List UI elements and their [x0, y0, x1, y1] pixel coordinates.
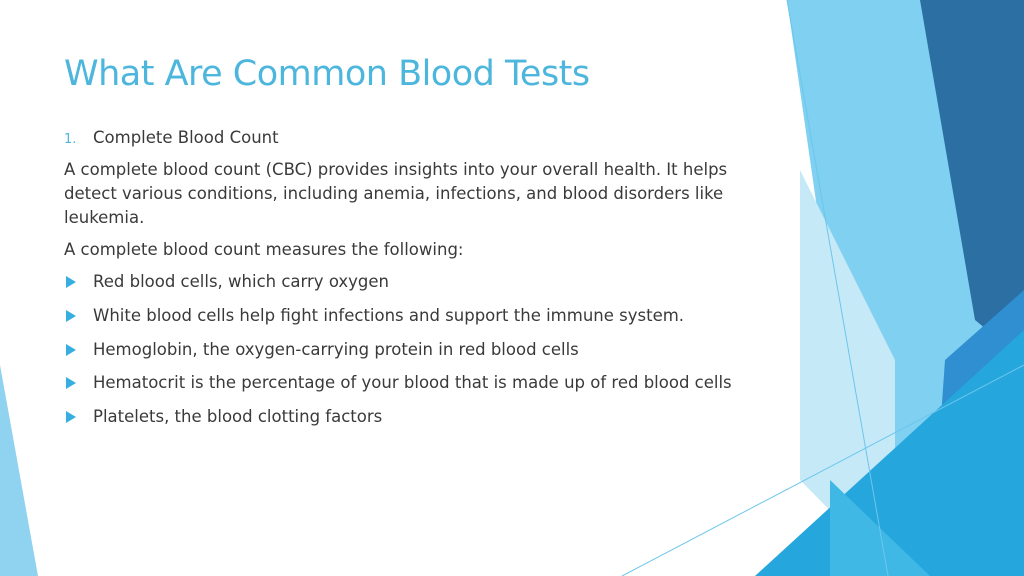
paragraph-measures-intro: A complete blood count measures the following: — [64, 240, 464, 259]
slide-body — [64, 126, 784, 439]
bullet-item — [64, 304, 784, 328]
item-number: 1. — [64, 132, 77, 147]
item-text: Complete Blood Count — [93, 128, 279, 147]
bullet-text: White blood cells help fight infections and support the immune system. — [93, 305, 685, 325]
bullet-arrow-icon — [66, 310, 76, 322]
bullet-arrow-icon — [66, 411, 76, 423]
paragraph-description: A complete blood count (CBC) provides insights into your overall health. It helps detect various conditions, including anemia, infections, and blood disorders like leukemia. — [64, 160, 728, 227]
bullet-text: Red blood cells, which carry oxygen — [93, 272, 390, 291]
bullet-item — [64, 270, 784, 294]
bullet-text: Hemoglobin, the oxygen-carrying protein in red blood cells — [93, 339, 579, 359]
left-accent-shape — [0, 365, 38, 576]
bullet-item — [64, 371, 784, 395]
slide-title: What Are Common Blood Tests — [64, 54, 590, 94]
bullet-text: Hematocrit is the percentage of your blood that is made up of red blood cells — [93, 373, 732, 393]
bullet-list — [64, 270, 784, 429]
bullet-item — [64, 405, 784, 429]
numbered-item — [64, 126, 784, 150]
bullet-text: Platelets, the blood clotting factors — [93, 407, 383, 427]
bullet-arrow-icon — [66, 276, 76, 288]
bullet-arrow-icon — [66, 344, 76, 356]
bullet-item — [64, 338, 784, 362]
bullet-arrow-icon — [66, 377, 76, 389]
